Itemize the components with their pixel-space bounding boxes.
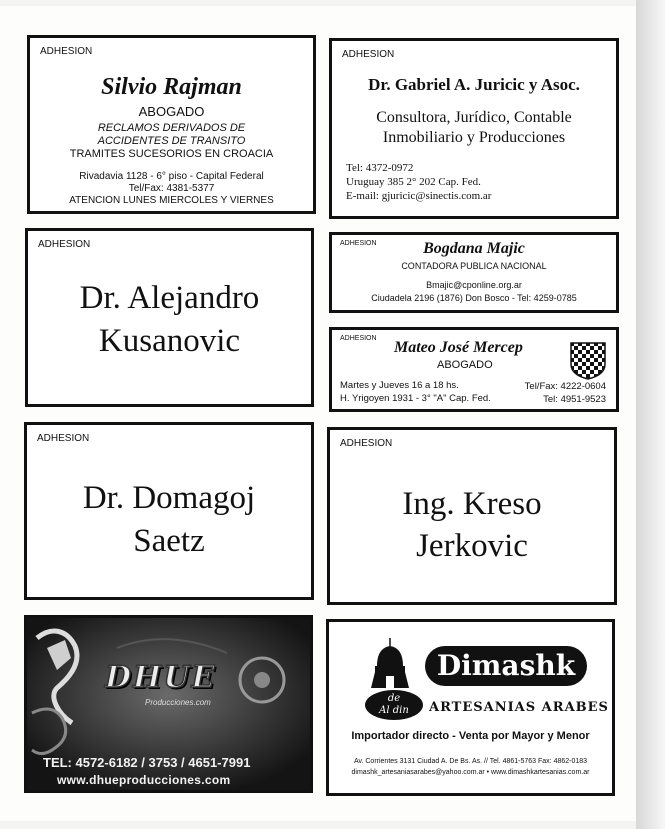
card-address: H. Yrigoyen 1931 - 3° "A" Cap. Fed. xyxy=(340,393,491,404)
card-mateo-mercep xyxy=(329,327,619,412)
card-address: Uruguay 385 2° 202 Cap. Fed. xyxy=(346,176,481,188)
card-name-line1: Dr. Domagoj xyxy=(82,480,256,516)
card-name-line2: Kusanovic xyxy=(98,323,241,359)
card-title: ABOGADO xyxy=(138,104,205,119)
card-name-line2: Jerkovic xyxy=(416,528,528,564)
checkered-shield-icon xyxy=(570,342,606,380)
card-address: Ciudadela 2196 (1876) Don Bosco - Tel: 4259-0785 xyxy=(371,293,577,303)
dimashk-slogan: Importador directo - Venta por Mayor y Menor xyxy=(351,730,590,742)
card-name: Dr. Gabriel A. Juricic y Asoc. xyxy=(368,75,580,94)
card-line: ACCIDENTES DE TRANSITO xyxy=(97,135,246,147)
card-phone: Tel: 4372-0972 xyxy=(346,162,414,174)
de-label: de xyxy=(387,693,401,704)
dimashk-tagline: ARTESANIAS ARABES xyxy=(429,700,609,715)
card-line: TRAMITES SUCESORIOS EN CROACIA xyxy=(69,148,274,160)
adhesion-label: ADHESION xyxy=(340,335,377,342)
adhesion-label: ADHESION xyxy=(37,433,90,444)
card-title: ABOGADO xyxy=(437,359,493,371)
de-aldin-badge xyxy=(365,690,423,720)
card-tel: Tel: 4951-9523 xyxy=(543,394,606,405)
card-telfax: Tel/Fax: 4222-0604 xyxy=(524,381,606,392)
card-kusanovic xyxy=(25,228,314,407)
card-name-line1: Dr. Alejandro xyxy=(79,280,260,316)
card-name-line1: Ing. Kreso xyxy=(402,486,542,522)
card-bogdana-majic xyxy=(329,232,619,313)
adhesion-label: ADHESION xyxy=(340,438,393,449)
card-name: Bogdana Majic xyxy=(423,240,525,257)
card-name-line2: Saetz xyxy=(133,523,205,559)
card-line: RECLAMOS DERIVADOS DE xyxy=(97,122,246,134)
card-email: Bmajic@cponline.org.ar xyxy=(426,280,522,290)
dhue-sub: Producciones.com xyxy=(145,698,211,707)
card-title: CONTADORA PUBLICA NACIONAL xyxy=(401,261,547,271)
dhue-url: www.dhueproducciones.com xyxy=(57,773,231,787)
card-phone: Tel/Fax: 4381-5377 xyxy=(128,183,215,194)
adhesion-label: ADHESION xyxy=(340,240,377,247)
adhesion-label: ADHESION xyxy=(40,46,93,57)
card-dimashk xyxy=(326,619,615,796)
card-address: Rivadavia 1128 - 6° piso - Capital Federal xyxy=(79,171,264,182)
card-dhue-producciones xyxy=(24,615,313,793)
dimashk-brand: Dimashk xyxy=(425,646,587,686)
mosque-icon xyxy=(371,638,409,688)
card-hours: ATENCION LUNES MIERCOLES Y VIERNES xyxy=(69,195,274,206)
card-name: Silvio Rajman xyxy=(101,74,242,100)
page-edge xyxy=(636,0,665,829)
card-juricic xyxy=(329,38,619,219)
card-domagoj-saetz xyxy=(24,422,314,600)
dhue-phones: TEL: 4572-6182 / 3753 / 4651-7991 xyxy=(43,755,251,770)
card-hours: Martes y Jueves 16 a 18 hs. xyxy=(340,380,459,391)
card-line: Inmobiliario y Producciones xyxy=(382,129,566,146)
card-silvio-rajman xyxy=(27,35,316,214)
card-name: Mateo José Mercep xyxy=(394,339,523,356)
adhesion-label: ADHESION xyxy=(342,49,395,60)
card-line: Consultora, Jurídico, Contable xyxy=(376,109,572,126)
dimashk-contact: dimashk_artesaniasarabes@yahoo.com.ar • www.dimashkartesanias.com.ar xyxy=(351,769,590,776)
card-email: E-mail: gjuricic@sinectis.com.ar xyxy=(346,190,492,202)
aldin-label: Al din xyxy=(379,705,409,716)
adhesion-label: ADHESION xyxy=(38,239,91,250)
card-kreso-jerkovic xyxy=(327,427,617,605)
dhue-logo: DHUE xyxy=(105,660,217,695)
dimashk-address: Av. Corrientes 3131 Ciudad A. De Bs. As. // Tel. 4861-5763 Fax: 4862-0183 xyxy=(353,758,588,765)
